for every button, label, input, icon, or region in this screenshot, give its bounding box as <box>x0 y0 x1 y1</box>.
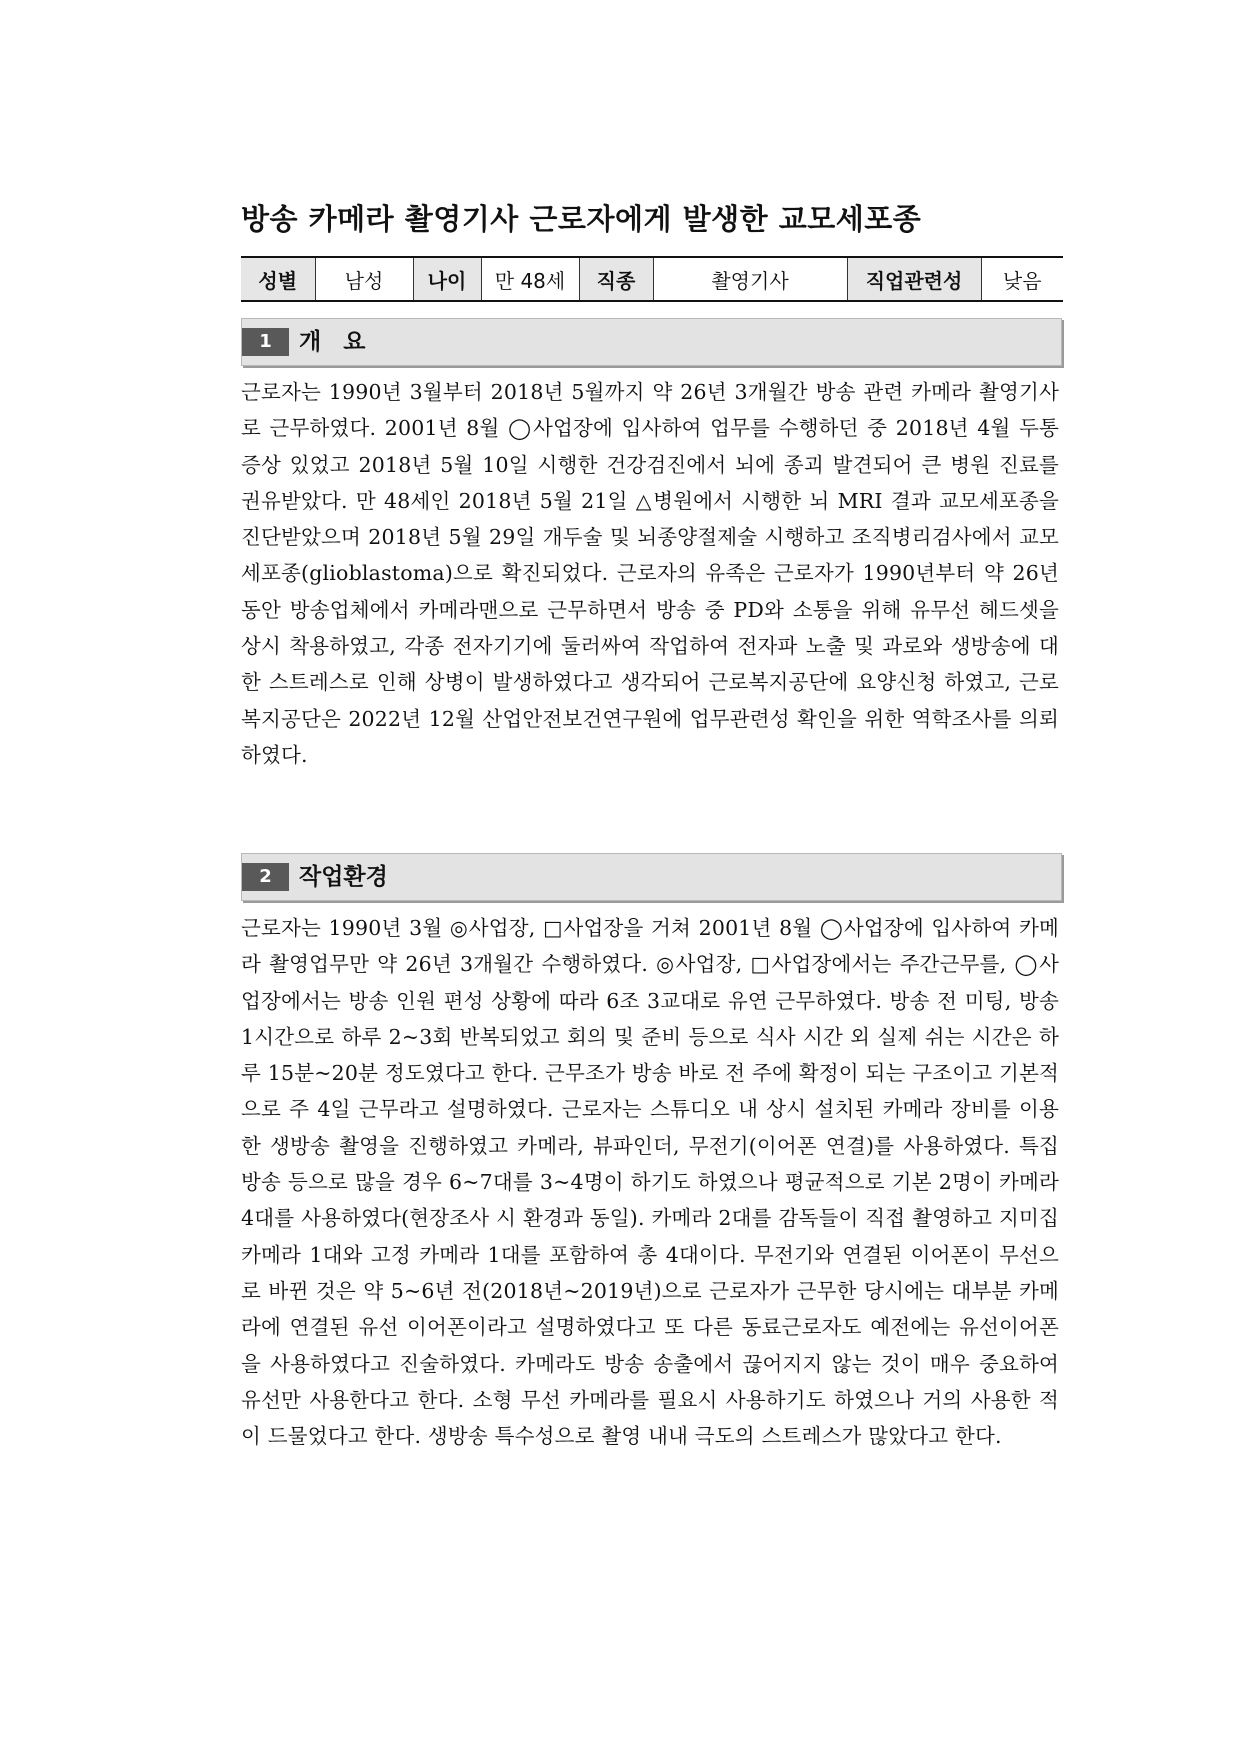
case-info-table <box>241 256 1063 302</box>
job-value: 촬영기사 <box>653 257 847 301</box>
case-info-row <box>241 257 1063 301</box>
overview-paragraph: 근로자는 1990년 3월부터 2018년 5월까지 약 26년 3개월간 방송 관련 카메라 촬영기사로 근무하였다. 2001년 8월 ◯사업장에 입사하여 업무를 수행하던 중 2018년 4월 두통 증상 있었고 2018년 5월 10일 시행한 건강검진에서 뇌에 종괴 발견되어 큰 병원 진료를 권유받았다. 만 48세인 2018년 5월 21일 △병원에서 시행한 뇌 MRI 결과 교모세포종을 진단받았으며 2018년 5월 29일 개두술 및 뇌종양절제술 시행하고 조직병리검사에서 교모세포종(glioblastoma)으로 확진되었다. 근로자의 유족은 근로자가 1990년부터 약 26년 동안 방송업체에서 카메라맨으로 근무하면서 방송 중 PD와 소통을 위해 유무선 헤드셋을 상시 착용하였고, 각종 전자기기에 둘러싸여 작업하여 전자파 노출 및 과로와 생방송에 대한 스트레스로 인해 상병이 발생하였다고 생각되어 근로복지공단에 요양신청 하였고, 근로복지공단은 2022년 12월 산업안전보건연구원에 업무관련성 확인을 위한 역학조사를 의뢰하였다. <box>241 380 1059 767</box>
relevance-value: 낮음 <box>981 257 1063 301</box>
age-label: 나이 <box>413 257 481 301</box>
section-title-work-environment: 작업환경 <box>299 864 388 890</box>
section-number-badge: 1 <box>242 328 289 356</box>
section-number-badge: 2 <box>242 863 289 891</box>
sex-value: 남성 <box>315 257 413 301</box>
section-header-overview <box>241 318 1062 366</box>
sex-label: 성별 <box>241 257 315 301</box>
section-header-work-environment <box>241 853 1062 901</box>
job-label: 직종 <box>579 257 653 301</box>
page-title: 방송 카메라 촬영기사 근로자에게 발생한 교모세포종 <box>241 202 922 236</box>
relevance-label: 직업관련성 <box>847 257 981 301</box>
work-environment-paragraph: 근로자는 1990년 3월 ◎사업장, □사업장을 거쳐 2001년 8월 ◯사업장에 입사하여 카메라 촬영업무만 약 26년 3개월간 수행하였다. ◎사업장, □사업장에서는 주간근무를, ◯사업장에서는 방송 인원 편성 상황에 따라 6조 3교대로 유연 근무하였다. 방송 전 미팅, 방송 1시간으로 하루 2~3회 반복되었고 회의 및 준비 등으로 식사 시간 외 실제 쉬는 시간은 하루 15분~20분 정도였다고 한다. 근무조가 방송 바로 전 주에 확정이 되는 구조이고 기본적으로 주 4일 근무라고 설명하였다. 근로자는 스튜디오 내 상시 설치된 카메라 장비를 이용한 생방송 촬영을 진행하였고 카메라, 뷰파인더, 무전기(이어폰 연결)를 사용하였다. 특집 방송 등으로 많을 경우 6~7대를 3~4명이 하기도 하였으나 평균적으로 기본 2명이 카메라 4대를 사용하였다(현장조사 시 환경과 동일). 카메라 2대를 감독들이 직접 촬영하고 지미집 카메라 1대와 고정 카메라 1대를 포함하여 총 4대이다. 무전기와 연결된 이어폰이 무선으로 바뀐 것은 약 5~6년 전(2018년~2019년)으로 근로자가 근무한 당시에는 대부분 카메라에 연결된 유선 이어폰이라고 설명하였다고 또 다른 동료근로자도 예전에는 유선이어폰을 사용하였다고 진술하였다. 카메라도 방송 송출에서 끊어지지 않는 것이 매우 중요하여 유선만 사용한다고 한다. 소형 무선 카메라를 필요시 사용하기도 하였으나 거의 사용한 적이 드물었다고 한다. 생방송 특수성으로 촬영 내내 극도의 스트레스가 많았다고 한다. <box>241 916 1059 1449</box>
age-value: 만 48세 <box>481 257 579 301</box>
section-title-overview: 개 요 <box>299 329 373 355</box>
